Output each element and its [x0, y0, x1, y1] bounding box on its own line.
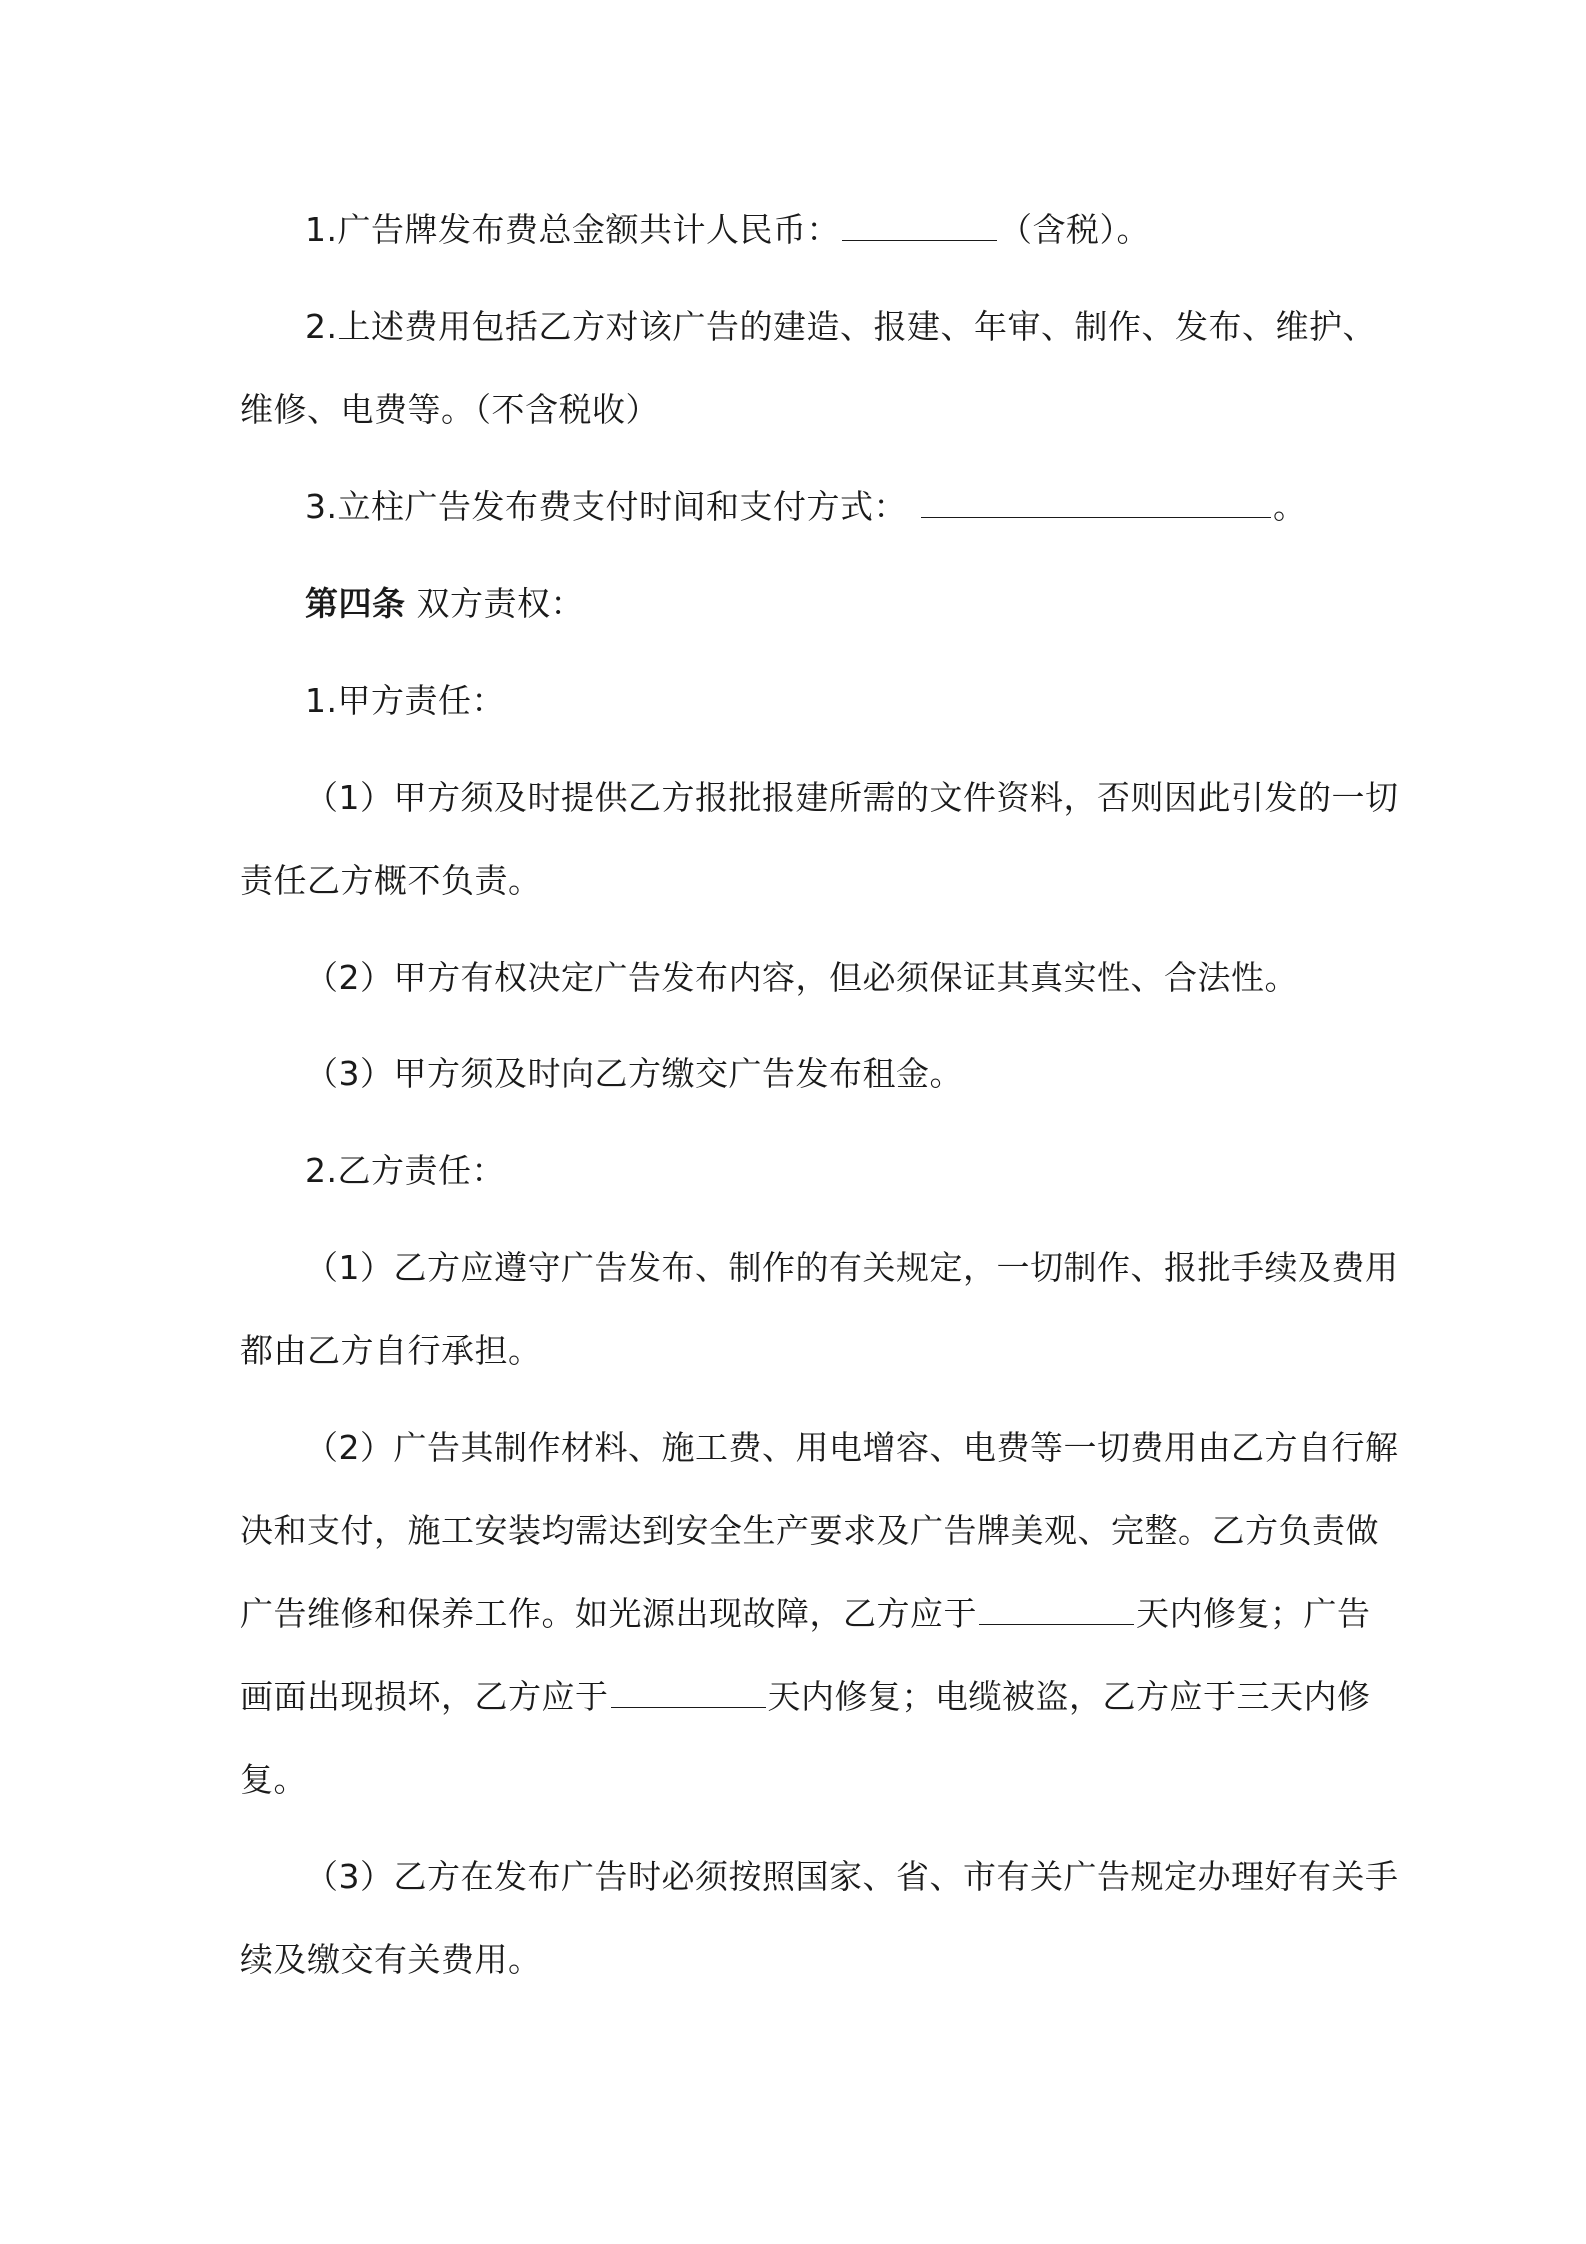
fee-scope-line-2: 维修、电费等。（不含税收）: [240, 390, 659, 429]
screen-repair-suffix: 天内修复；电缆被盗，乙方应于三天内修: [767, 1677, 1371, 1716]
party-a-item-3: （3）甲方须及时向乙方缴交广告发布租金。: [305, 1054, 963, 1093]
fee-total-blank: [842, 210, 997, 241]
payment-method-paragraph: [305, 487, 1307, 527]
light-repair-days-blank: [979, 1594, 1134, 1625]
fee-scope-line-1: 2.上述费用包括乙方对该广告的建造、报建、年审、制作、发布、维护、: [305, 307, 1376, 346]
party-a-item-1-line-2: 责任乙方概不负责。: [240, 861, 542, 900]
payment-method-text: 3.立柱广告发布费支付时间和支付方式：: [305, 487, 907, 526]
party-b-item-1-line-2: 都由乙方自行承担。: [240, 1331, 542, 1370]
party-b-item-2-line-4: [240, 1677, 1371, 1717]
payment-method-blank: [921, 487, 1271, 518]
fee-total-suffix: （含税）。: [999, 210, 1150, 249]
party-a-item-2: （2）甲方有权决定广告发布内容，但必须保证其真实性、合法性。: [305, 958, 1298, 997]
article-4-label: 第四条: [305, 584, 406, 623]
party-b-heading: 2.乙方责任：: [305, 1151, 505, 1190]
party-b-item-1-line-1: （1）乙方应遵守广告发布、制作的有关规定，一切制作、报批手续及费用: [305, 1248, 1399, 1287]
party-b-item-2-line-3: [240, 1594, 1371, 1634]
article-4-heading: [305, 584, 584, 624]
light-repair-suffix: 天内修复；广告: [1136, 1594, 1371, 1633]
article-4-title: 双方责权：: [416, 584, 584, 623]
fee-total-text: 1.广告牌发布费总金额共计人民币：: [305, 210, 840, 249]
party-a-item-1-line-1: （1）甲方须及时提供乙方报批报建所需的文件资料，否则因此引发的一切: [305, 778, 1399, 817]
party-b-item-2-line-5: 复。: [240, 1760, 307, 1799]
party-b-item-2-line-1: （2）广告其制作材料、施工费、用电增容、电费等一切费用由乙方自行解: [305, 1428, 1399, 1467]
party-b-item-2-line-2: 决和支付，施工安装均需达到安全生产要求及广告牌美观、完整。乙方负责做: [240, 1511, 1379, 1550]
screen-repair-text: 画面出现损坏，乙方应于: [240, 1677, 609, 1716]
party-a-heading: 1.甲方责任：: [305, 681, 505, 720]
light-repair-text: 广告维修和保养工作。如光源出现故障，乙方应于: [240, 1594, 977, 1633]
screen-repair-days-blank: [611, 1677, 766, 1708]
payment-method-suffix: 。: [1273, 487, 1307, 526]
fee-total-paragraph: [305, 210, 1150, 250]
party-b-item-3-line-1: （3）乙方在发布广告时必须按照国家、省、市有关广告规定办理好有关手: [305, 1857, 1399, 1896]
party-b-item-3-line-2: 续及缴交有关费用。: [240, 1940, 542, 1979]
